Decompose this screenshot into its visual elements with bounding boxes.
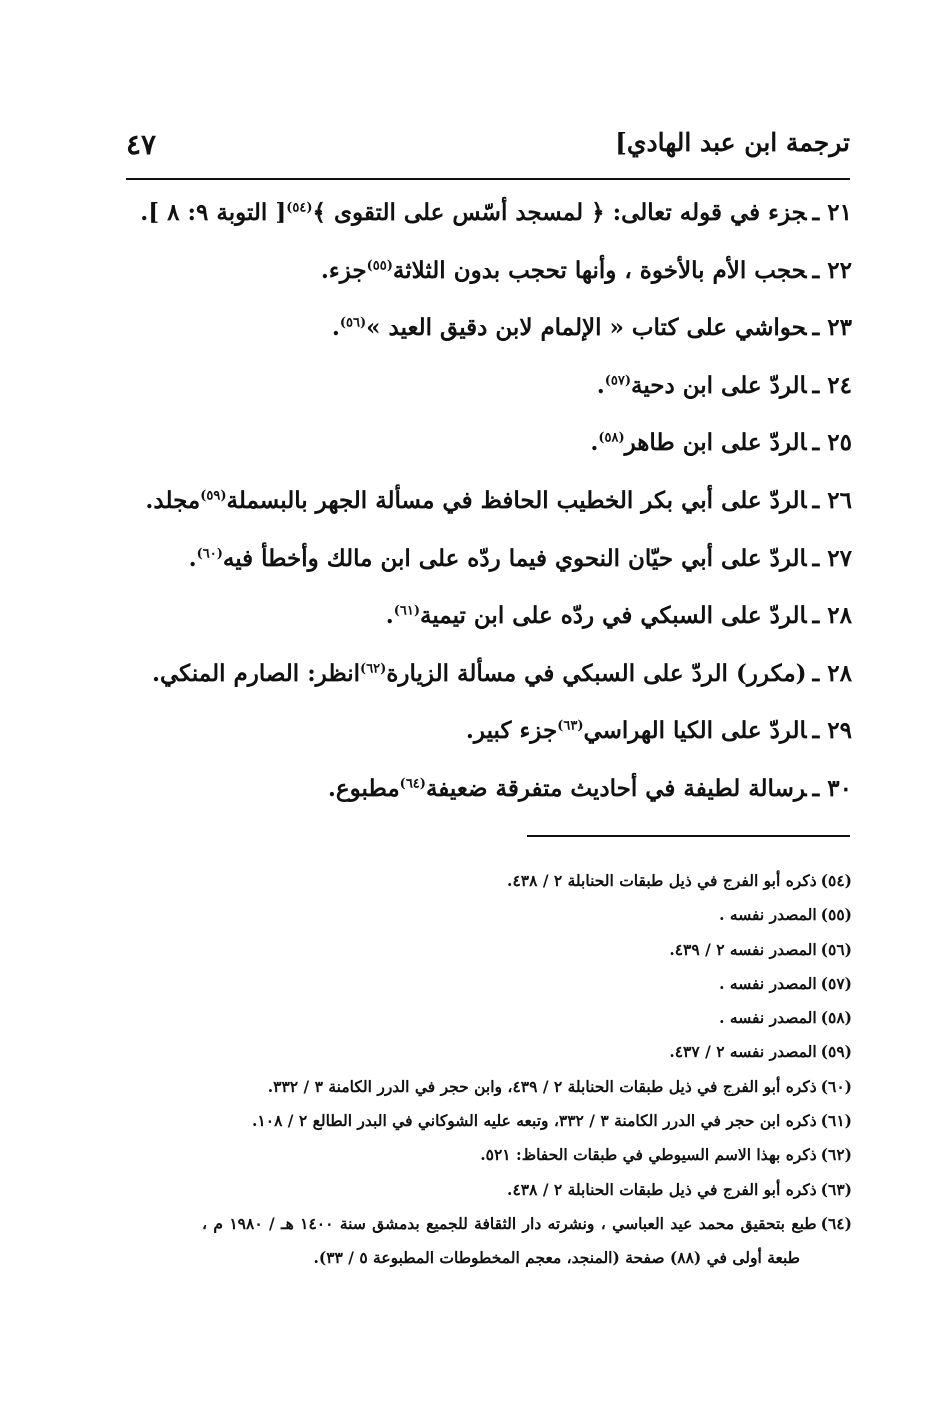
page-number: ٤٧ (126, 128, 157, 161)
entry-text: (مكرر) الردّ على السبكي في مسألة الزيارة (386, 659, 807, 687)
footnote (202, 933, 852, 967)
header-rule (126, 178, 850, 180)
entry-text: الردّ على الكيا الهراسي (583, 717, 807, 745)
footnote (202, 1035, 852, 1069)
footnote-number: (٦٣) (820, 1179, 852, 1199)
footnote (202, 1070, 852, 1104)
entry-number: ٢٨ ـ (812, 602, 852, 630)
footnote-ref: (٥٥) (366, 257, 393, 273)
footnote-ref: (٦٣) (557, 718, 584, 734)
entry-text: حواشي على كتاب « الإلمام لابن دقيق العيد » (366, 314, 807, 342)
entry-tail: . (596, 371, 605, 399)
entry-text: الردّ على ابن طاهر (624, 429, 807, 457)
footnote-text: ذكره أبو الفرج في ذيل طبقات الحنابلة ٢ / ٤٣٨. (507, 1179, 817, 1199)
footnote-number: (٦١) (820, 1111, 852, 1131)
footnote-number: (٥٩) (820, 1042, 852, 1062)
entry-tail: مطبوع. (327, 774, 400, 802)
entry-number: ٢٢ ـ (812, 256, 852, 284)
footnote (202, 898, 852, 932)
entry-tail: . (385, 602, 394, 630)
work-entry (188, 530, 852, 588)
running-title: ترجمة ابن عبد الهادي] (615, 128, 850, 157)
footnote-ref: (٦٠) (196, 545, 223, 561)
footnote-ref: (٥٩) (200, 488, 227, 504)
entry-tail: . (590, 429, 599, 457)
entry-number: ٢٤ ـ (812, 371, 852, 399)
entry-number: ٢٦ ـ (812, 486, 852, 514)
footnote-text: طبع بتحقيق محمد عيد العباسي ، ونشرته دار الثقافة للجميع بدمشق سنة ١٤٠٠ هـ / ١٩٨٠ م ، طبعة أولى في (٨٨) صفحة (المنجد، معجم المخطوطات المطبوعة ٥ / ٣٣). (202, 1213, 817, 1267)
footnote-number: (٥٤) (820, 871, 852, 890)
work-entry (202, 242, 852, 300)
running-head (126, 118, 850, 168)
entry-number: ٢٧ ـ (812, 544, 852, 572)
footnote (202, 1104, 852, 1138)
footnote-text: المصدر نفسه . (719, 973, 817, 993)
entry-tail: . (188, 544, 197, 572)
footnote-number: (٥٥) (820, 905, 852, 925)
footnote-text: المصدر نفسه . (719, 905, 817, 925)
footnote-separator (527, 835, 850, 837)
footnote-text: ذكره بهذا الاسم السيوطي في طبقات الحفاظ: ٥٢١. (480, 1145, 817, 1165)
footnote-number: (٦٢) (820, 1145, 852, 1165)
entry-number: ٢٣ ـ (812, 314, 852, 342)
footnote (202, 1001, 852, 1035)
footnote (202, 864, 852, 898)
footnote-text: المصدر نفسه ٢ / ٤٣٩. (669, 939, 817, 959)
footnote-ref: (٦٢) (360, 661, 387, 677)
entry-number: ٣٠ ـ (812, 774, 852, 802)
footnote-text: المصدر نفسه . (719, 1008, 817, 1028)
work-entry (151, 645, 852, 703)
entry-number: ٢٥ ـ (812, 429, 852, 457)
entry-tail: جزء كبير. (465, 717, 558, 745)
entry-number: ٢١ ـ (812, 199, 852, 226)
entry-text: الردّ على أبي حيّان النحوي فيما ردّه على ابن مالك وأخطأ فيه (222, 544, 807, 572)
work-entry (202, 299, 852, 357)
entry-text: الردّ على ابن دحية (631, 371, 807, 399)
footnote-ref: (٥٨) (598, 430, 625, 446)
work-entry (202, 587, 852, 645)
footnote-ref: (٥٦) (339, 315, 367, 331)
work-entry (202, 702, 852, 760)
footnote (202, 1138, 852, 1172)
footnote-text: ذكره أبو الفرج في ذيل طبقات الحنابلة ٢ / ٤٣٨. (507, 871, 817, 890)
footnote-number: (٥٧) (820, 973, 852, 993)
work-entry (202, 357, 852, 415)
footnote-ref: (٦٤) (399, 776, 426, 792)
work-entry (202, 760, 852, 818)
footnote-ref: (٥٤) (286, 200, 313, 216)
footnote (202, 967, 852, 1001)
entry-tail: جزء. (320, 256, 367, 284)
footnote-number: (٥٨) (820, 1008, 852, 1028)
entry-tail: انظر: الصارم المنكي. (151, 659, 361, 687)
entry-text: حجب الأم بالأخوة ، وأنها تحجب بدون الثلاثة (392, 256, 807, 284)
entry-text: رسالة لطيفة في أحاديث متفرقة ضعيفة (425, 774, 807, 802)
footnote-ref: (٦١) (393, 603, 420, 619)
footnote-number: (٥٦) (820, 939, 852, 959)
footnote-text: ذكره ابن حجر في الدرر الكامنة ٣ / ٣٣٢، وتبعه عليه الشوكاني في البدر الطالع ٢ / ١٠٨. (252, 1111, 817, 1131)
footnote-number: (٦٤) (820, 1213, 852, 1233)
entry-text: جزء في قوله تعالى: ﴿ لمسجد أسّس على التقوى ﴾ (312, 199, 807, 226)
footnote-number: (٦٠) (820, 1076, 852, 1096)
entry-text: الردّ على أبي بكر الخطيب الحافظ في مسألة الجهر بالبسملة (226, 486, 807, 514)
entry-tail: مجلد. (145, 486, 201, 514)
entry-tail: . (331, 314, 340, 342)
entry-number: ٢٨ ـ (812, 659, 852, 687)
footnotes-list (202, 864, 852, 1275)
entry-number: ٢٩ ـ (812, 717, 852, 745)
footnote-text: المصدر نفسه ٢ / ٤٣٧. (669, 1042, 817, 1062)
works-list (140, 184, 852, 818)
entry-tail: [ التوبة ٩: ٨ ]. (140, 199, 287, 226)
footnote (202, 1207, 852, 1275)
footnote-text: ذكره أبو الفرج في ذيل طبقات الحنابلة ٢ / ٤٣٩، وابن حجر في الدرر الكامنة ٣ / ٣٣٢. (267, 1076, 817, 1096)
work-entry (145, 472, 852, 530)
work-entry (202, 414, 852, 472)
entry-text: الردّ على السبكي في ردّه على ابن تيمية (420, 602, 807, 630)
work-entry (140, 184, 852, 242)
footnote (202, 1173, 852, 1207)
footnote-ref: (٥٧) (604, 373, 632, 389)
